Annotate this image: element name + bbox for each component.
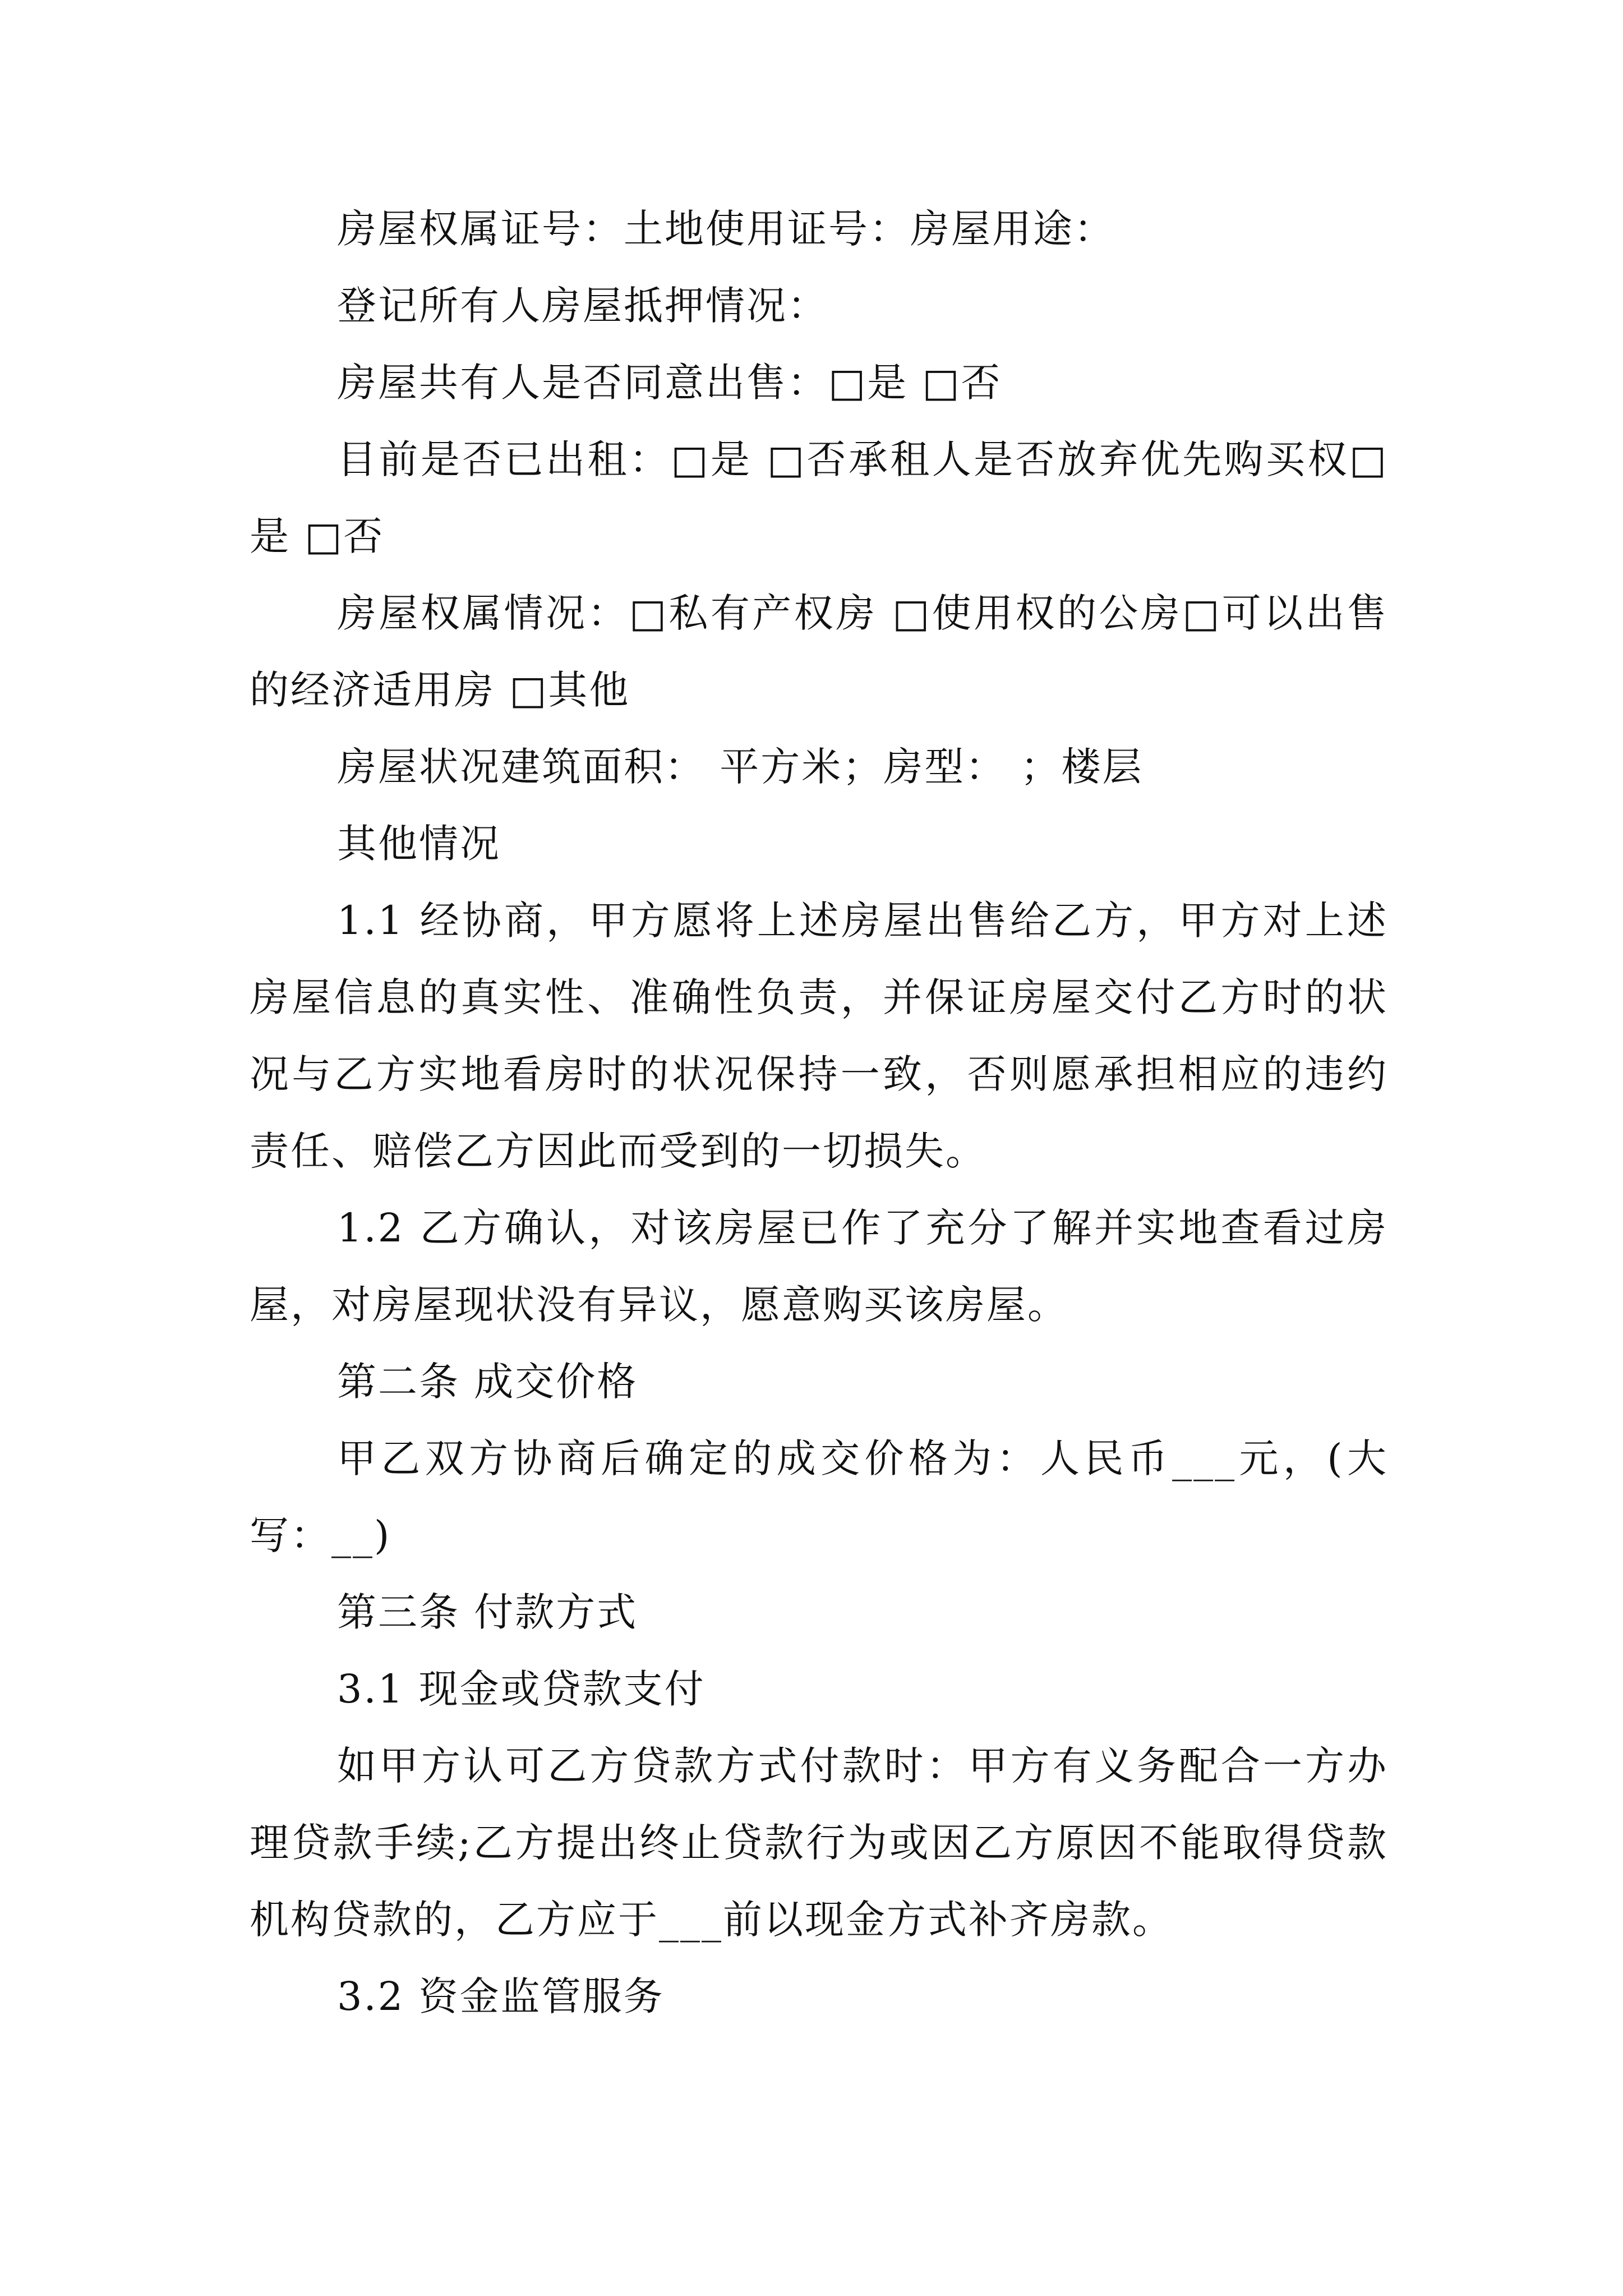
heading-article-2: 第二条 成交价格 (337, 1359, 638, 1405)
paragraph-other-conditions: 其他情况 (337, 821, 501, 867)
paragraph-clause-1-1: 1.1 经协商，甲方愿将上述房屋出售给乙方，甲方对上述房屋信息的真实性、准确性负责，并保证房屋交付乙方时的状况与乙方实地看房时的状况保持一致，否则愿承担相应的违约责任、赔偿乙方因此而受到的一切损失。 (250, 898, 1388, 1174)
paragraph-transaction-price: 甲乙双方协商后确定的成交价格为：人民币___元，(大写：__) (250, 1435, 1388, 1558)
paragraph-loan-payment: 如甲方认可乙方贷款方式付款时：甲方有义务配合一方办理贷款手续;乙方提出终止贷款行为或因乙方原因不能取得贷款机构贷款的，乙方应于___前以现金方式补齐房款。 (250, 1743, 1388, 1943)
document-body (250, 191, 1388, 2035)
paragraph-ownership-type: 房屋权属情况：□私有产权房 □使用权的公房□可以出售的经济适用房 □其他 (250, 590, 1388, 713)
heading-article-3: 第三条 付款方式 (337, 1589, 638, 1635)
paragraph-co-owner-consent: 房屋共有人是否同意出售：□是 □否 (337, 360, 1002, 406)
paragraph-clause-1-2: 1.2 乙方确认，对该房屋已作了充分了解并实地查看过房屋，对房屋现状没有异议，愿意购买该房屋。 (250, 1205, 1388, 1328)
paragraph-rental-status: 目前是否已出租：□是 □否承租人是否放弃优先购买权□是 □否 (250, 436, 1388, 559)
heading-clause-3-1: 3.1 现金或贷款支付 (337, 1666, 706, 1712)
paragraph-mortgage-status: 登记所有人房屋抵押情况： (337, 283, 828, 329)
paragraph-building-area: 房屋状况建筑面积： 平方米；房型： ；楼层 (337, 744, 1144, 790)
heading-clause-3-2: 3.2 资金监管服务 (337, 1973, 665, 2019)
paragraph-property-certificate: 房屋权属证号：土地使用证号：房屋用途： (337, 206, 1115, 252)
